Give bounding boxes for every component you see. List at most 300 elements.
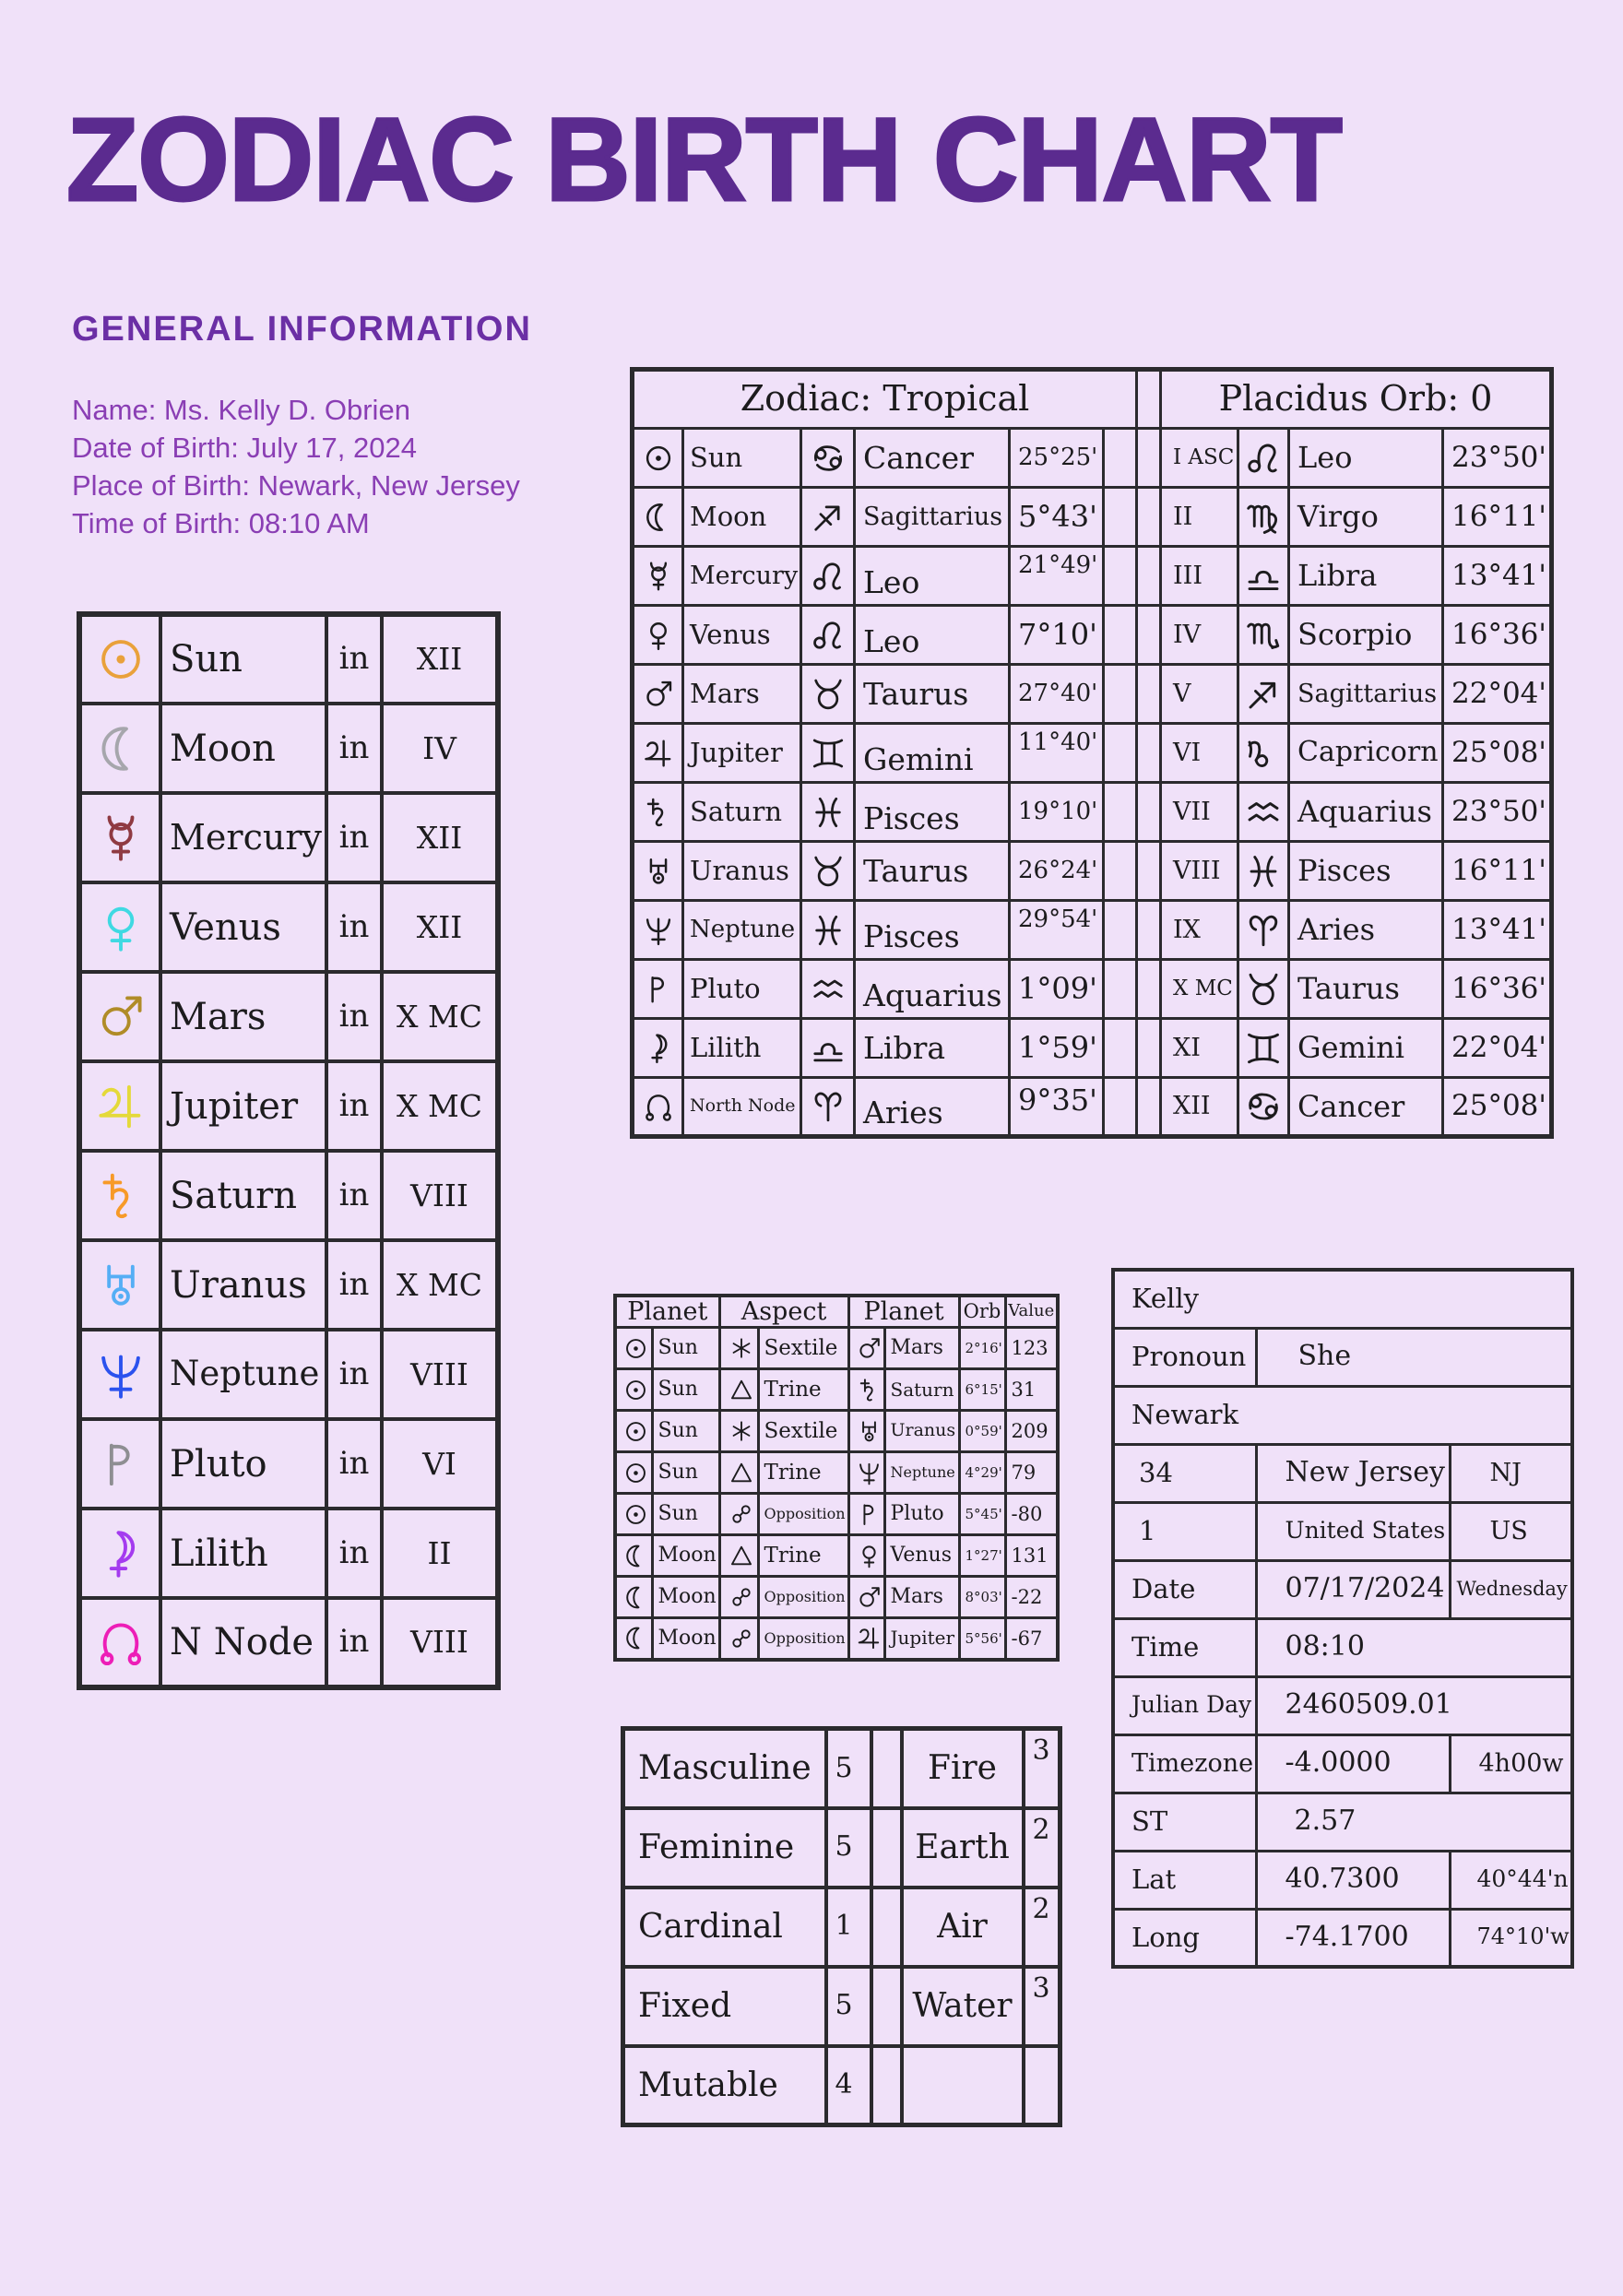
leo-icon (811, 559, 846, 594)
separator-cell (871, 2046, 902, 2125)
degree-value: 22°04' (1451, 1030, 1546, 1064)
planet2-icon-cell (848, 1577, 884, 1618)
sign-name: Leo (863, 564, 920, 601)
table-row (623, 1729, 1060, 1808)
house-cell (382, 972, 498, 1061)
table-header-row (615, 1296, 1058, 1328)
planet-name: Sun (170, 638, 243, 681)
planet2-icon-cell (848, 1494, 884, 1535)
planet-icon-cell (633, 1019, 683, 1078)
aspect-icon-cell (719, 1618, 758, 1660)
planet-name-cell (683, 488, 801, 547)
degree-value: 1°59' (1018, 1030, 1097, 1066)
element-value-cell (1024, 1967, 1060, 2046)
pisces-icon (1245, 853, 1282, 890)
planet-name: Moon (170, 727, 276, 770)
table-row (615, 1618, 1058, 1660)
quality-name: Fixed (638, 1986, 732, 2025)
table-row (623, 1967, 1060, 2046)
quality-value: 4 (835, 2068, 853, 2101)
preposition-cell (326, 704, 382, 793)
profile-value: 08:10 (1285, 1630, 1365, 1663)
sun-icon (623, 1378, 648, 1402)
profile-cell (1113, 1734, 1256, 1793)
zodiac-tropical-title: Zodiac: Tropical (740, 378, 1030, 420)
aspect-value: -80 (1011, 1502, 1043, 1525)
sign-name-cell (855, 665, 1010, 724)
table-row (79, 1419, 498, 1509)
planet-name-cell (160, 1151, 326, 1240)
aspect-icon-cell (719, 1535, 758, 1577)
house-label: IV (1173, 620, 1202, 649)
neptune-icon (857, 1461, 882, 1485)
profile-cell (1113, 1444, 1256, 1502)
house-cell (1161, 429, 1238, 488)
saturn-icon (96, 1171, 146, 1221)
profile-cell (1256, 1328, 1572, 1386)
degree-cell (1443, 901, 1552, 960)
sign-name: Pisces (863, 800, 960, 837)
placidus-title: Placidus Orb: 0 (1218, 378, 1493, 420)
profile-cell (1113, 1793, 1256, 1851)
degree-value: 25°08' (1451, 1089, 1546, 1123)
house-cell (382, 1061, 498, 1151)
table-row (633, 1019, 1552, 1078)
planet-name: Moon (657, 1544, 717, 1568)
planet-name-cell (160, 972, 326, 1061)
quality-value-cell (826, 1808, 871, 1888)
sign-name: Taurus (863, 675, 969, 712)
planet-name-cell (683, 783, 801, 842)
table-row (79, 793, 498, 882)
aspect-value: -67 (1011, 1627, 1043, 1650)
separator-cell (1137, 1019, 1161, 1078)
table-row (615, 1411, 1058, 1452)
house-label: XI (1173, 1033, 1201, 1062)
preposition-cell (326, 1419, 382, 1509)
profile-value: 34 (1139, 1456, 1173, 1488)
table-row (615, 1369, 1058, 1411)
empty-cell (1104, 960, 1137, 1019)
house-label: IV (422, 729, 456, 766)
zodiac-positions-table (630, 367, 1554, 1139)
quality-value: 1 (835, 1910, 853, 1943)
planet-icon-cell (79, 1151, 160, 1240)
profile-cell (1113, 1502, 1256, 1560)
planet-name: N Node (170, 1621, 314, 1663)
table-row (633, 901, 1552, 960)
orb-value: 8°03' (965, 1589, 1002, 1606)
table-row (1113, 1386, 1572, 1444)
element-name: Fire (927, 1749, 997, 1788)
sign-icon-cell (1238, 488, 1289, 547)
planet-icon-cell (79, 1598, 160, 1687)
planet-name: Jupiter (890, 1627, 955, 1650)
empty-cell (1104, 547, 1137, 606)
mercury-icon (643, 561, 674, 592)
table-row (79, 972, 498, 1061)
preposition: in (338, 1265, 370, 1303)
degree-cell (1010, 547, 1104, 606)
planet-name: Mercury (690, 561, 799, 590)
preposition: in (338, 1086, 370, 1124)
planet-name: Moon (690, 500, 767, 532)
value-cell (1005, 1411, 1058, 1452)
house-label: X MC (396, 1266, 483, 1303)
sign-icon-cell (1238, 665, 1289, 724)
preposition: in (338, 997, 370, 1035)
house-cell (382, 1240, 498, 1330)
profile-cell (1450, 1909, 1572, 1967)
jupiter-icon (643, 738, 674, 769)
quality-name-cell (623, 2046, 826, 2125)
separator-cell (871, 1729, 902, 1808)
orb-cell (959, 1494, 1005, 1535)
degree-cell (1443, 960, 1552, 1019)
degree-value: 16°36' (1451, 617, 1546, 651)
planet-icon-cell (633, 842, 683, 901)
degree-cell (1443, 429, 1552, 488)
preposition-cell (326, 793, 382, 882)
planet1-icon-cell (615, 1452, 652, 1494)
uranus-icon (643, 856, 674, 887)
profile-cell (1256, 1734, 1450, 1793)
header-label: Orb (963, 1300, 1001, 1323)
quality-name: Cardinal (638, 1907, 783, 1946)
element-name: Earth (915, 1828, 1010, 1866)
sign-icon-cell (1238, 547, 1289, 606)
house-label: VI (1173, 738, 1202, 767)
profile-value: NJ (1489, 1458, 1522, 1487)
aspect-icon-cell (719, 1577, 758, 1618)
sign-name: Pisces (863, 918, 960, 955)
uranus-icon (857, 1419, 882, 1444)
planet-icon-cell (633, 488, 683, 547)
planet-name: Mars (170, 995, 267, 1038)
pisces-icon (811, 795, 846, 830)
table-row (633, 488, 1552, 547)
profile-value: Kelly (1131, 1283, 1199, 1315)
planet1-name-cell (652, 1411, 719, 1452)
degree-cell (1010, 488, 1104, 547)
table-row (633, 606, 1552, 665)
sign-name-cell (1289, 724, 1443, 783)
orb-cell (959, 1535, 1005, 1577)
table-row (1113, 1851, 1572, 1909)
planet-icon-cell (633, 783, 683, 842)
planet2-icon-cell (848, 1618, 884, 1660)
planet1-icon-cell (615, 1328, 652, 1369)
profile-value: Time (1131, 1630, 1200, 1663)
value-cell (1005, 1577, 1058, 1618)
quality-name: Mutable (638, 2065, 778, 2104)
table-row (615, 1577, 1058, 1618)
profile-cell (1256, 1560, 1450, 1618)
planet-name-cell (683, 1019, 801, 1078)
sign-name: Taurus (863, 852, 969, 889)
house-label: VIII (410, 1177, 468, 1213)
degree-cell (1010, 724, 1104, 783)
profile-value: -74.1700 (1285, 1921, 1409, 1953)
house-label: II (1173, 502, 1193, 531)
section-heading: GENERAL INFORMATION (72, 310, 532, 349)
sign-name-cell (855, 783, 1010, 842)
empty-cell (1104, 842, 1137, 901)
preposition-cell (326, 1151, 382, 1240)
aspects-header-value (1005, 1296, 1058, 1328)
sign-name-cell (855, 960, 1010, 1019)
sign-name: Sagittarius (1297, 679, 1438, 708)
degree-cell (1443, 488, 1552, 547)
sign-name-cell (855, 1078, 1010, 1137)
sign-name: Gemini (1297, 1030, 1404, 1066)
qualities-elements-table (621, 1726, 1062, 2127)
house-label: VI (422, 1445, 456, 1482)
planet-name: Lilith (690, 1031, 762, 1063)
profile-cell (1113, 1270, 1572, 1328)
planet-name-cell (160, 614, 326, 704)
sign-icon-cell (1238, 842, 1289, 901)
degree-cell (1010, 842, 1104, 901)
sign-name: Aquarius (1297, 794, 1432, 830)
planet-name-cell (683, 960, 801, 1019)
profile-cell (1256, 1502, 1450, 1560)
planet-icon-cell (79, 1419, 160, 1509)
orb-value: 5°56' (965, 1630, 1002, 1648)
profile-cell (1113, 1851, 1256, 1909)
sun-icon (96, 634, 146, 684)
table-row (79, 1598, 498, 1687)
aquarius-icon (811, 972, 846, 1007)
degree-cell (1443, 842, 1552, 901)
table-row (1113, 1328, 1572, 1386)
planet-name-cell (160, 1240, 326, 1330)
header-label: Planet (863, 1297, 944, 1326)
planet1-icon-cell (615, 1577, 652, 1618)
degree-value: 21°49' (1018, 551, 1098, 579)
sign-icon-cell (801, 1078, 855, 1137)
house-cell (382, 1330, 498, 1419)
table-row (633, 842, 1552, 901)
preposition-cell (326, 972, 382, 1061)
sign-name-cell (855, 429, 1010, 488)
table-row (79, 1151, 498, 1240)
sign-icon-cell (801, 842, 855, 901)
degree-value: 26°24' (1018, 856, 1098, 884)
house-label: XII (416, 908, 463, 945)
quality-value: 5 (835, 1751, 853, 1784)
planet1-name-cell (652, 1494, 719, 1535)
general-info-block (72, 391, 520, 542)
planet-name: Sun (657, 1378, 698, 1402)
profile-value: United States (1285, 1517, 1446, 1544)
table-row (1113, 1270, 1572, 1328)
planet-name: Neptune (690, 915, 796, 943)
quality-value: 5 (835, 1989, 853, 2022)
table-row (1113, 1909, 1572, 1967)
planet-name: Saturn (690, 795, 783, 827)
empty-cell (1104, 606, 1137, 665)
aspects-header-orb (959, 1296, 1005, 1328)
preposition-cell (326, 1509, 382, 1598)
degree-value: 13°41' (1451, 558, 1546, 592)
orb-value: 5°45' (965, 1506, 1002, 1523)
table-row (1113, 1793, 1572, 1851)
profile-value: Julian Day (1131, 1691, 1252, 1719)
separator-header-cell (1137, 370, 1161, 429)
preposition-cell (326, 1598, 382, 1687)
profile-cell (1113, 1560, 1256, 1618)
header-label: Value (1008, 1301, 1055, 1321)
profile-cell (1113, 1909, 1256, 1967)
sign-name: Aries (1297, 912, 1376, 948)
house-cell (1161, 606, 1238, 665)
degree-value: 9°35' (1018, 1083, 1097, 1118)
element-name-cell (902, 1967, 1024, 2046)
sign-icon-cell (801, 547, 855, 606)
house-cell (1161, 665, 1238, 724)
profile-value: 1 (1139, 1514, 1156, 1546)
profile-cell (1113, 1386, 1572, 1444)
house-label: X MC (1173, 976, 1233, 1001)
empty-cell (1104, 1078, 1137, 1137)
table-row (615, 1452, 1058, 1494)
table-row (79, 882, 498, 972)
preposition: in (338, 728, 370, 766)
planet2-icon-cell (848, 1369, 884, 1411)
aspect-name: Opposition (764, 1588, 846, 1606)
trine-icon (729, 1378, 753, 1402)
profile-cell (1450, 1560, 1572, 1618)
sun-icon (623, 1461, 648, 1485)
aspect-value: 31 (1011, 1378, 1037, 1401)
degree-cell (1010, 1019, 1104, 1078)
separator-cell (1137, 429, 1161, 488)
house-label: V (1173, 679, 1191, 708)
sign-icon-cell (801, 488, 855, 547)
table-row (633, 547, 1552, 606)
planet2-name-cell (884, 1494, 959, 1535)
table-row (1113, 1444, 1572, 1502)
planet-name-cell (683, 665, 801, 724)
aspect-name: Trine (764, 1377, 822, 1402)
planet2-icon-cell (848, 1535, 884, 1577)
separator-cell (871, 1967, 902, 2046)
planet1-name-cell (652, 1577, 719, 1618)
aspect-value: 131 (1011, 1544, 1048, 1567)
degree-cell (1010, 665, 1104, 724)
sextile-icon (729, 1336, 753, 1360)
element-name-cell (902, 1888, 1024, 1967)
planet-icon-cell (633, 960, 683, 1019)
table-row (623, 1808, 1060, 1888)
degree-cell (1443, 1019, 1552, 1078)
planet-icon-cell (633, 606, 683, 665)
sign-name-cell (1289, 488, 1443, 547)
sign-icon-cell (801, 665, 855, 724)
profile-value: New Jersey (1285, 1456, 1445, 1489)
degree-value: 25°08' (1451, 735, 1546, 769)
house-cell (1161, 724, 1238, 783)
pluto-icon (857, 1502, 882, 1527)
profile-value: 4h00w (1478, 1748, 1564, 1778)
sign-name-cell (855, 901, 1010, 960)
degree-cell (1443, 547, 1552, 606)
sign-name-cell (855, 606, 1010, 665)
aspect-value: 123 (1011, 1336, 1048, 1359)
sign-name: Scorpio (1297, 617, 1413, 653)
sign-name-cell (1289, 1019, 1443, 1078)
degree-cell (1443, 606, 1552, 665)
header-label: Aspect (740, 1297, 827, 1326)
info-place-of-birth: Place of Birth: Newark, New Jersey (72, 469, 520, 502)
trine-icon (729, 1461, 753, 1485)
value-cell (1005, 1328, 1058, 1369)
moon-icon (96, 724, 146, 774)
separator-cell (1137, 901, 1161, 960)
planet1-name-cell (652, 1535, 719, 1577)
venus-icon (643, 620, 674, 651)
header-label: Planet (627, 1297, 708, 1326)
house-label: VIII (410, 1624, 468, 1661)
element-name-cell (902, 1729, 1024, 1808)
aspect-name-cell (758, 1535, 848, 1577)
sun-icon (643, 443, 674, 474)
orb-value: 2°16' (965, 1340, 1002, 1357)
element-name: Air (937, 1907, 988, 1946)
sign-icon-cell (801, 783, 855, 842)
aries-icon (1245, 912, 1282, 949)
planet1-icon-cell (615, 1411, 652, 1452)
house-cell (382, 704, 498, 793)
degree-cell (1443, 1078, 1552, 1137)
house-cell (382, 1419, 498, 1509)
degree-value: 25°25' (1018, 443, 1098, 471)
page-title: ZODIAC BIRTH CHART (66, 94, 1342, 226)
degree-value: 7°10' (1018, 617, 1097, 653)
aspects-header-planet2 (848, 1296, 959, 1328)
degree-cell (1443, 665, 1552, 724)
sign-name: Leo (1297, 440, 1353, 476)
info-name: Name: Ms. Kelly D. Obrien (72, 394, 410, 426)
sign-name: Aries (863, 1095, 943, 1131)
table-row (633, 1078, 1552, 1137)
aspect-name-cell (758, 1369, 848, 1411)
sign-name-cell (1289, 665, 1443, 724)
moon-icon (623, 1585, 648, 1610)
element-name: Water (912, 1986, 1013, 2025)
profile-cell (1450, 1851, 1572, 1909)
orb-cell (959, 1618, 1005, 1660)
sign-name-cell (855, 724, 1010, 783)
orb-value: 1°27' (965, 1547, 1002, 1565)
planet-name: Pluto (170, 1442, 267, 1485)
preposition-cell (326, 882, 382, 972)
degree-value: 23°50' (1451, 440, 1546, 474)
profile-value: Wednesday (1456, 1578, 1568, 1601)
house-cell (1161, 488, 1238, 547)
sign-name: Leo (863, 623, 920, 660)
aspect-name: Sextile (764, 1335, 838, 1360)
preposition: in (338, 1444, 370, 1482)
planet-icon-cell (79, 1509, 160, 1598)
planet-icon-cell (79, 882, 160, 972)
opposition-icon (729, 1585, 753, 1609)
planet-name: Saturn (890, 1378, 954, 1401)
separator-cell (871, 1808, 902, 1888)
sign-name-cell (1289, 901, 1443, 960)
degree-value: 16°11' (1451, 499, 1546, 533)
